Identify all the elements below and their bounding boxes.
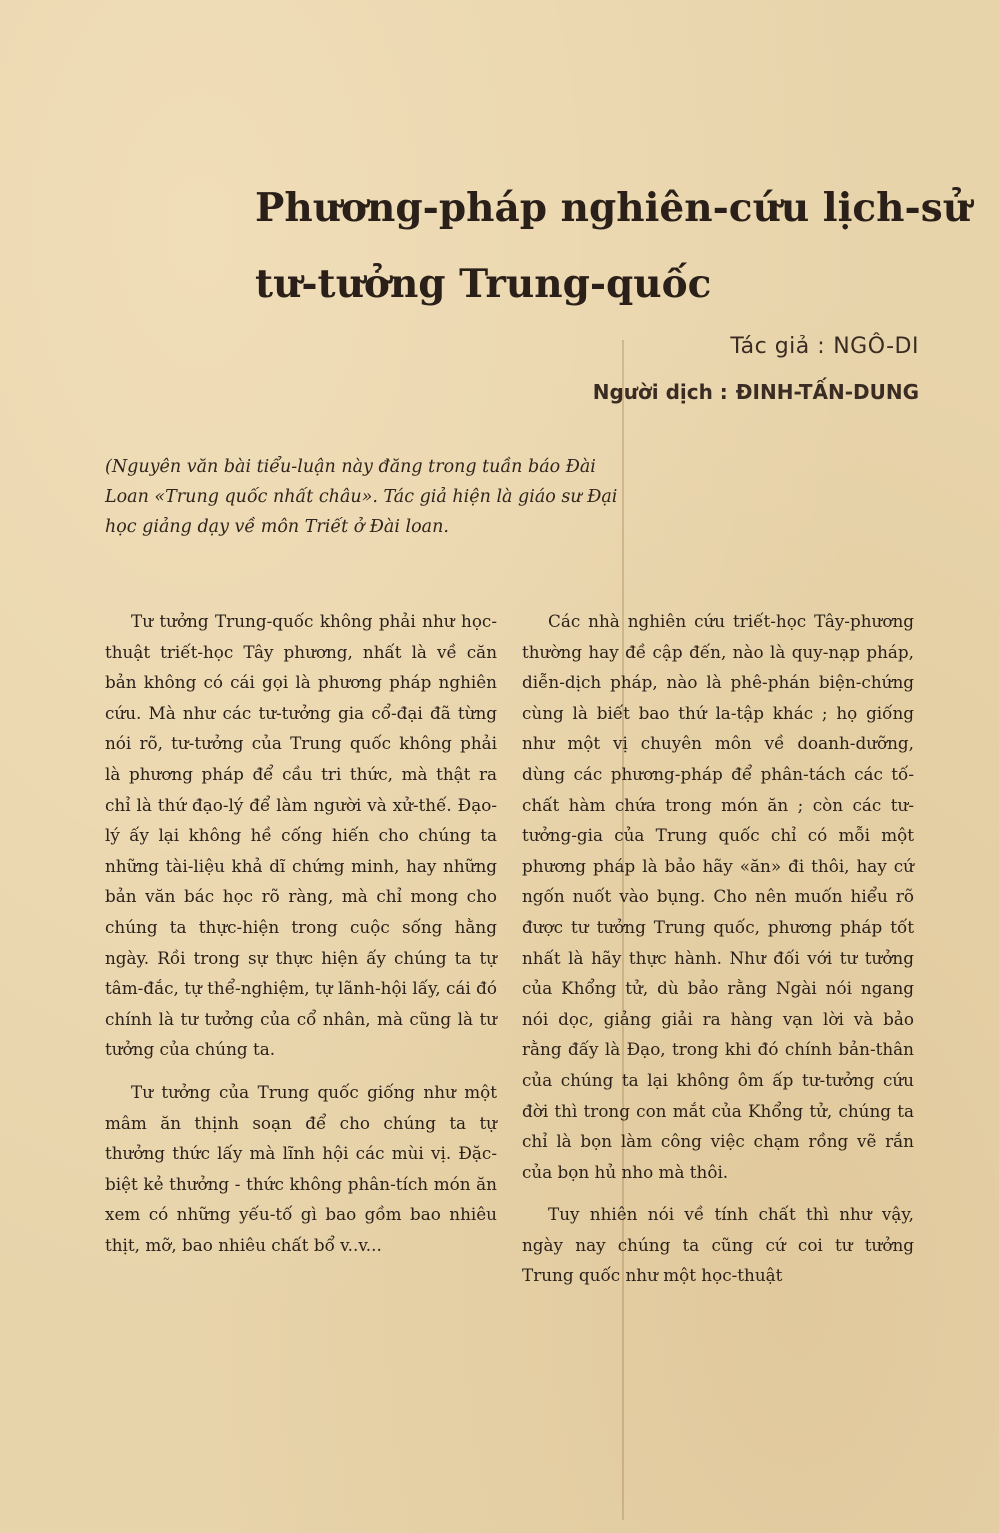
paragraph: Các nhà nghiên cứu triết-học Tây-phương thường hay đề cập đến, nào là quy-nạp pháp, diễn-dịch pháp, nào là phê-phán biện-chứng cùng là biết bao thứ la-tập khác ; họ giống như một vị chuyên môn về doanh-dưỡng, dùng các phương-pháp để phân-tách các tố-chất hàm chứa trong món ăn ; còn các tư-tưởng-gia của Trung quốc chỉ có mỗi một phương pháp là bảo hãy «ăn» đi thôi, hay cứ ngốn nuốt vào bụng. Cho nên muốn hiểu rõ được tư tưởng Trung quốc, phương pháp tốt nhất là hãy thực hành. Như đối với tư tưởng của Khổng tử, dù bảo rằng Ngài nói ngang nói dọc, giảng giải ra hàng vạn lời và bảo rằng đấy là Đạo, trong khi đó chính bản-thân của chúng ta lại không ôm ấp tư-tưởng cứu đời thì trong con mắt của Khổng tử, chúng ta chỉ là bọn làm công việc chạm rồng vẽ rắn của bọn hủ nho mà thôi. <box>522 611 914 1182</box>
paragraph: Tư tưởng của Trung quốc giống như một mâm ăn thịnh soạn để cho chúng ta tự thưởng thức lấy mà lĩnh hội các mùi vị. Đặc-biệt kẻ thưởng - thức không phân-tích món ăn xem có những yếu-tố gì bao gồm bao nhiêu thịt, mỡ, bao nhiêu chất bổ v..v... <box>105 1081 497 1255</box>
translator-name: ĐINH-TẤN-DUNG <box>735 380 919 404</box>
paragraph: Tư tưởng Trung-quốc không phải như học-thuật triết-học Tây phương, nhất là về căn bản không có cái gọi là phương pháp nghiên cứu. Mà như các tư-tưởng gia cổ-đại đã từng nói rõ, tư-tưởng của Trung quốc không phải là phương pháp để cầu tri thức, mà thật ra chỉ là thứ đạo-lý để làm người và xử-thế. Đạo-lý ấy lại không hề cống hiến cho chúng ta những tài-liệu khả dĩ chứng minh, hay những bản văn bác học rõ ràng, mà chỉ mong cho chúng ta thực-hiện trong cuộc sống hằng ngày. Rồi trong sự thực hiện ấy chúng ta tự tâm-đắc, tự thể-nghiệm, tự lãnh-hội lấy, cái đó chính là tư tưởng của cổ nhân, mà cũng là tư tưởng của chúng ta. <box>105 611 497 1060</box>
left-column <box>105 606 497 1272</box>
author-name: NGÔ-DI <box>833 334 919 359</box>
translator-credit <box>593 380 919 404</box>
translator-label: Người dịch : <box>592 380 728 404</box>
author-label: Tác giả : <box>730 334 826 359</box>
intro-note: (Nguyên văn bài tiểu-luận này đăng trong tuần báo Đài Loan «Trung quốc nhất châu». Tác giả hiện là giáo sư Đại học giảng dạy về môn Triết ở Đài loan. <box>105 457 618 537</box>
paragraph: Tuy nhiên nói về tính chất thì như vậy, ngày nay chúng ta cũng cứ coi tư tưởng Trung quốc như một học-thuật <box>522 1204 914 1286</box>
author-credit <box>730 334 919 359</box>
article-title <box>255 170 975 322</box>
title-line-2: tư-tưởng Trung-quốc <box>255 261 712 307</box>
title-line-1: Phương-pháp nghiên-cứu lịch-sử <box>255 185 972 231</box>
right-column <box>522 606 914 1303</box>
